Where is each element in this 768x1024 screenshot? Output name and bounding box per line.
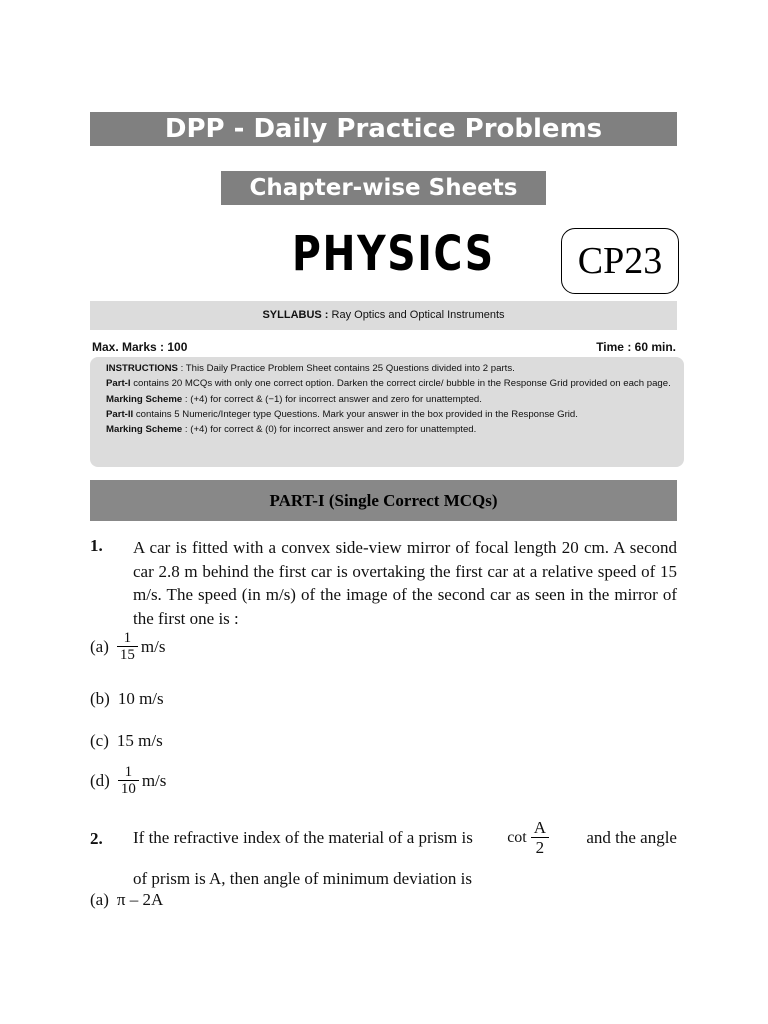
question-text: If the refractive index of the material of a prism is cot $\frac{A}{2}$ and the angle	[133, 818, 677, 857]
instruction-line: INSTRUCTIONS : This Daily Practice Problem Sheet contains 25 Questions divided into 2 parts.	[106, 363, 515, 374]
option-c	[90, 731, 163, 751]
subject-title: PHYSICS	[292, 226, 495, 282]
instructions-box	[90, 357, 684, 467]
syllabus-text: Ray Optics and Optical Instruments	[331, 309, 505, 321]
max-marks: Max. Marks : 100	[92, 340, 188, 354]
option-text: π – 2A	[116, 890, 164, 909]
question-number: 2.	[90, 829, 103, 848]
chapter-banner: Chapter-wise Sheets	[221, 171, 546, 205]
option-label: (d)	[90, 770, 110, 790]
instruction-line: Marking Scheme : (+4) for correct & (0) for incorrect answer and zero for unattempted.	[106, 424, 477, 436]
question-number: 1.	[90, 536, 103, 555]
time-limit: Time : 60 min.	[596, 340, 676, 354]
option-unit: m/s	[141, 770, 167, 790]
option-label: (c)	[90, 731, 109, 750]
option-text: 10 m/s	[117, 689, 164, 708]
option-label: (a)	[90, 636, 109, 656]
option-d	[90, 764, 166, 797]
option-label: (a)	[90, 890, 109, 909]
syllabus-bar	[90, 301, 677, 330]
option-unit: m/s	[140, 636, 166, 656]
option-b	[90, 689, 164, 709]
question-text-continued: of prism is A, then angle of minimum deviation is	[133, 869, 473, 888]
math-expression: cot $\frac{A}{2}$	[507, 818, 552, 857]
fraction: $\frac{1}{10}$	[118, 764, 139, 797]
sheet-code-badge: CP23	[561, 228, 679, 294]
part-header: PART-I (Single Correct MCQs)	[90, 480, 677, 521]
page-title: DPP - Daily Practice Problems	[90, 112, 677, 146]
question-text: A car is fitted with a convex side-view mirror of focal length 20 cm. A second car 2.8 m behind the first car is overtaking the first car at a relative speed of 15 m/s. The speed (in m/s) of the image of the second car as seen in the mirror of the first one is :	[133, 538, 677, 628]
instruction-line: Marking Scheme : (+4) for correct & (−1) for incorrect answer and zero for unattempted.	[106, 393, 482, 405]
option-text: 15 m/s	[116, 731, 163, 750]
instruction-line: Part-I contains 20 MCQs with only one correct option. Darken the correct circle/ bubble in the Response Grid provided on each page.	[106, 378, 671, 390]
option-a	[90, 890, 163, 910]
option-label: (b)	[90, 689, 110, 708]
syllabus-label: SYLLABUS :	[262, 309, 329, 321]
instruction-line: Part-II contains 5 Numeric/Integer type Questions. Mark your answer in the box provided in the Response Grid.	[106, 408, 578, 420]
option-a	[90, 630, 165, 663]
fraction: $\frac{1}{15}$	[117, 630, 138, 663]
